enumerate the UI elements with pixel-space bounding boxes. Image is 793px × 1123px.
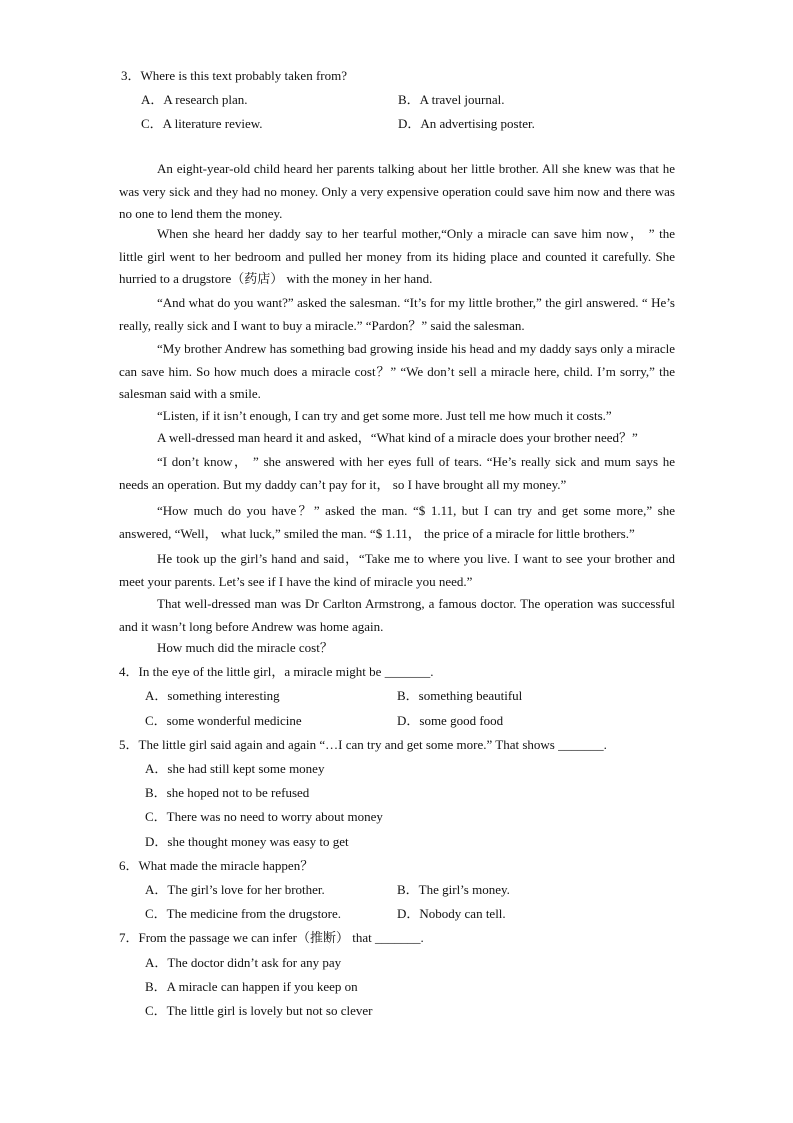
question-5-option-d: D．she thought money was easy to get (145, 834, 349, 849)
question-4-option-a: A．something interesting (145, 688, 280, 703)
question-6-option-c: C．The medicine from the drugstore. (145, 906, 342, 921)
question-7-stem: 7．From the passage we can infer（推断） that _______. (119, 930, 424, 945)
question-6-stem: 6．What made the miracle happen？ (119, 858, 314, 873)
question-6-option-d: D．Nobody can tell. (397, 906, 506, 921)
question-4-stem: 4．In the eye of the little girl，a miracle might be _______. (119, 664, 434, 679)
question-3-option-a: A．A research plan. (141, 92, 248, 107)
question-4-option-d: D．some good food (397, 713, 504, 728)
passage-paragraph-10: That well-dressed man was Dr Carlton Armstrong, a famous doctor. The operation was successful and it wasn’t long before Andrew was home again. (119, 596, 675, 634)
question-7-option-a: A．The doctor didn’t ask for any pay (145, 955, 342, 970)
passage-paragraph-3: “And what do you want?” asked the salesman. “It’s for my little brother,” the girl answered. “ He’s really, really sick and I want to buy a miracle.” “Pardon？” said the salesman. (119, 295, 675, 333)
passage-paragraph-8: “How much do you have？” asked the man. “$ 1.11, but I can try and get some more,” she answered, “Well， what luck,” smiled the man. “$ 1.11， the price of a miracle for little brothers.” (119, 503, 675, 541)
question-3-option-d: D．An advertising poster. (398, 116, 535, 131)
question-3-option-b: B．A travel journal. (398, 92, 505, 107)
passage-paragraph-7: “I don’t know， ” she answered with her eyes full of tears. “He’s really sick and mum says he needs an operation. But my daddy can’t pay for it， so I have brought all my money.” (119, 454, 675, 492)
question-6-option-b: B．The girl’s money. (397, 882, 510, 897)
question-3-option-c: C．A literature review. (141, 116, 263, 131)
question-4-option-b: B．something beautiful (397, 688, 523, 703)
passage-paragraph-2: When she heard her daddy say to her tearful mother,“Only a miracle can save him now， ” the little girl went to her bedroom and pulled her money from its hiding place and counted it carefully. She hurried to a drugstore（药店） with the money in her hand. (119, 226, 675, 286)
question-4-option-c: C．some wonderful medicine (145, 713, 302, 728)
question-6-option-a: A．The girl’s love for her brother. (145, 882, 325, 897)
passage-paragraph-1: An eight-year-old child heard her parents talking about her little brother. All she knew was that he was very sick and they had no money. Only a very expensive operation could save him now and there was no one to lend them the money. (119, 161, 675, 221)
question-7-option-c: C．The little girl is lovely but not so clever (145, 1003, 373, 1018)
question-3-stem: 3．Where is this text probably taken from? (121, 68, 347, 83)
passage-paragraph-5: “Listen, if it isn’t enough, I can try and get some more. Just tell me how much it costs.” (157, 408, 612, 423)
passage-paragraph-4: “My brother Andrew has something bad growing inside his head and my daddy says only a miracle can save him. So how much does a miracle cost？” “We don’t sell a miracle here, child. I’m sorry,” the salesman said with a smile. (119, 341, 675, 401)
question-7-option-b: B．A miracle can happen if you keep on (145, 979, 358, 994)
passage-paragraph-9: He took up the girl’s hand and said，“Take me to where you live. I want to see your brother and meet your parents. Let’s see if I have the kind of miracle you need.” (119, 551, 675, 589)
question-5-option-c: C．There was no need to worry about money (145, 809, 383, 824)
question-5-option-a: A．she had still kept some money (145, 761, 325, 776)
passage-paragraph-6: A well-dressed man heard it and asked，“What kind of a miracle does your brother need？” (157, 430, 638, 445)
passage-closing-question: How much did the miracle cost？ (157, 640, 333, 655)
question-5-stem: 5．The little girl said again and again “…I can try and get some more.” That shows _______. (119, 737, 607, 752)
question-5-option-b: B．she hoped not to be refused (145, 785, 310, 800)
